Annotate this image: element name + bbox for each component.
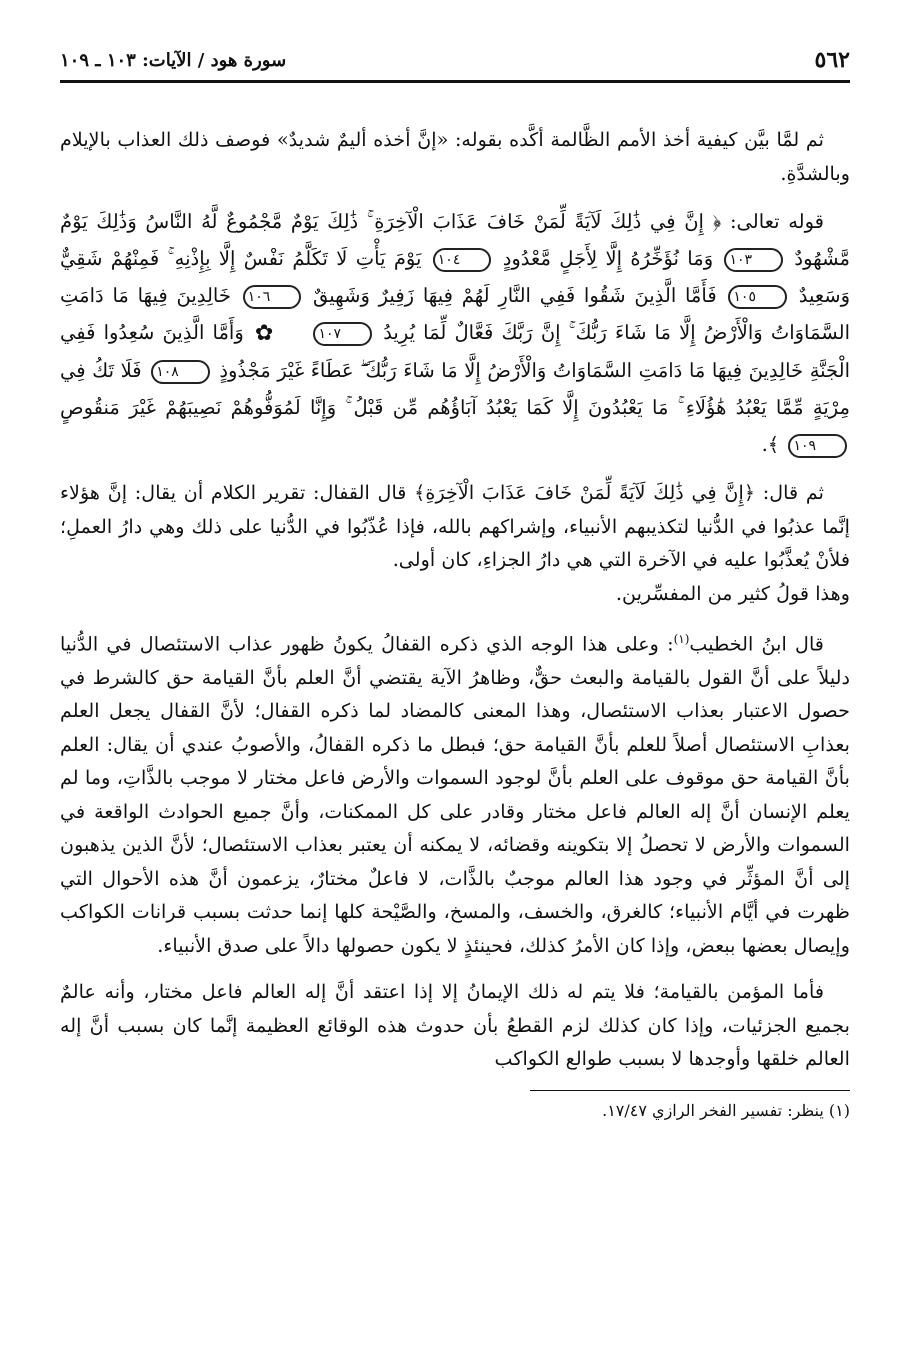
verse-109: فَلَا تَكُ فِي مِرْيَةٍ مِّمَّا يَعْبُدُ هَٰؤُلَاءِ ۚ مَا يَعْبُدُونَ إِلَّا كَمَا يَعْبُدُ آبَاؤُهُم مِّن قَبْلُ ۚ وَإِنَّا لَمُوَفُّوهُمْ نَصِيبَهُمْ غَيْرَ مَنقُوصٍ: [60, 359, 850, 419]
book-page: [60, 40, 850, 1340]
verse-103: إِنَّ فِي ذَٰلِكَ لَآيَةً لِّمَنْ خَافَ عَذَابَ الْآخِرَةِ ۚ ذَٰلِكَ يَوْمٌ مَّجْمُوعٌ لَّهُ النَّاسُ وَذَٰلِكَ يَوْمٌ مَّشْهُودٌ: [60, 210, 850, 270]
paragraph-qaffal-conclusion: وهذا قولُ كثير من المفسِّرين.: [615, 581, 850, 605]
verse-number-107: ١٠٧: [313, 322, 372, 346]
quran-passage: [60, 203, 850, 463]
verse-108: وَأَمَّا الَّذِينَ سُعِدُوا فَفِي الْجَنَّةِ خَالِدِينَ فِيهَا مَا دَامَتِ السَّمَاوَاتُ وَالْأَرْضُ إِلَّا مَا شَاءَ رَبُّكَ ۖ عَطَاءً غَيْرَ مَجْذُوذٍ: [60, 321, 850, 382]
quran-close: ﴾.: [761, 433, 780, 456]
paragraph-ibn-khatib-lead: قال ابنُ الخطيب: [689, 632, 824, 656]
main-text: [60, 123, 850, 1123]
verse-107: خَالِدِينَ فِيهَا مَا دَامَتِ السَّمَاوَاتُ وَالْأَرْضُ إِلَّا مَا شَاءَ رَبُّكَ ۚ إِنَّ رَبَّكَ فَعَّالٌ لِّمَا يُرِيدُ: [60, 284, 851, 344]
paragraph-intro: ثم لمَّا بيَّن كيفية أخذ الأمم الظَّالمة أكَّده بقوله: «إنَّ أخذه أليمٌ شديدٌ» فوصف ذلك العذاب بالإيلام وبالشدَّةِ.: [60, 128, 850, 185]
paragraph-qaffal-text: ثم قال: ﴿إِنَّ فِي ذَٰلِكَ لَآيَةً لِّمَنْ خَافَ عَذَابَ الْآخِرَةِ﴾ قال القفال: تقرير الكلام أن يقال: إنَّ هؤلاء إنَّما عذبُوا في الدُّنيا لتكذيبهم الأنبياء، وإشراكهم بالله، فإذا عُذّبُوا في الدُّنيا على ذلك وهي دارُ العملِ؛ فلأنْ يُعذَّبُوا عليه في الآخرة التي هي دارُ الجزاءِ، كان أولى.: [60, 481, 850, 571]
verse-number-105: ١٠٥: [728, 285, 787, 309]
section-marker-icon: ✿: [254, 321, 274, 346]
footnote-1: (١) ينظر: تفسير الفخر الرازي ١٧/٤٧.: [602, 1100, 850, 1120]
footnote-separator: [530, 1090, 850, 1091]
verse-number-104: ١٠٤: [433, 248, 492, 272]
paragraph-qaffal: [60, 476, 850, 610]
paragraph-believer: فأما المؤمن بالقيامة؛ فلا يتم له ذلك الإيمانُ إلا إذا اعتقد أنَّ إله العالم فاعل مختار، وأنه عالمٌ بجميع الجزئيات، وإذا كان كذلك لزم القطعُ بأن حدوث هذه الوقائع العظيمة إنَّما كان بسبب أنَّ إله العالم خلقها وأوجدها لا بسبب طوالع الكواكب: [60, 980, 850, 1071]
paragraph-ibn-khatib: [60, 623, 850, 962]
verse-106: فَأَمَّا الَّذِينَ شَقُوا فَفِي النَّارِ لَهُمْ فِيهَا زَفِيرٌ وَشَهِيقٌ: [313, 284, 717, 307]
paragraph-ibn-khatib-text: : وعلى هذا الوجه الذي ذكره القفالُ يكونُ ظهور عذاب الاستئصال في الدُّنيا دليلاً على أنَّ القول بالقيامة والبعث حقٌّ، وظاهرُ الآية يقتضي أنَّ العلم بأنَّ القيامة حق كالشرط في حصول الاعتبار بعذاب الاستئصال، وهذا المعنى كالمضاد لما ذكره القفال؛ لأنَّ القفال يجعل العلم بعذابِ الاستئصال أصلاً للعلم بأنَّ القيامة حق؛ فبطل ما ذكره القفالُ، والأصوبُ عندي أن يقال: العلم بأنَّ القيامة حق موقوف على العلم بأنَّ لوجود السموات والأرض فاعل مختار لا موجب بالذَّاتِ، وما لم يعلم الإنسان أنَّ إله العالم فاعل مختار وقادر على كل الممكنات، وأنَّ جميع الحوادث الواقعة في السموات والأرض لا تحصلُ إلا بتكوينه وقضائه، لا يمكنه أن يعتبر بعذاب الاستئصال؛ لأنَّ الذين يذهبون إلى أنَّ المؤثِّر في وجود هذا العالم موجبٌ بالذَّات، لا فاعلٌ مختارٌ، يزعمون أنَّ هذه الأحوال التي ظهرت في أيَّام الأنبياء؛ كالغرق، والخسف، والمسخ، والصَّيْحة كلها إنما حدثت بسبب قرانات الكواكب وإيصال بعضها ببعض، وإذا كان الأمرُ كذلك، فحينئذٍ لا يكون حصولها دالاً على صدق الأنبياء.: [60, 632, 850, 957]
page-number: ٥٦٢: [814, 47, 850, 73]
verse-number-108: ١٠٨: [151, 360, 210, 384]
footnote-ref-1[interactable]: (١): [673, 632, 690, 646]
verse-number-109: ١٠٩: [788, 434, 847, 458]
verse-105: يَوْمَ يَأْتِ لَا تَكَلَّمُ نَفْسٌ إِلَّا بِإِذْنِهِ ۚ فَمِنْهُمْ شَقِيٌّ وَسَعِيدٌ: [60, 247, 851, 307]
quran-intro: قوله تعالى: ﴿: [712, 210, 825, 233]
verse-number-103: ١٠٣: [724, 248, 783, 272]
page-header: [60, 40, 850, 83]
running-title: سورة هود / الآيات: ١٠٣ ـ ١٠٩: [60, 49, 287, 71]
verse-number-106: ١٠٦: [243, 285, 302, 309]
verse-104: وَمَا نُؤَخِّرُهُ إِلَّا لِأَجَلٍ مَّعْدُودٍ: [502, 247, 714, 270]
